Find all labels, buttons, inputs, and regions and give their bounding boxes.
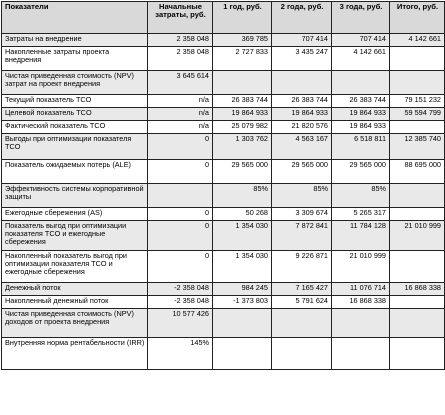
tco-table-container (1, 1, 444, 370)
value-cell: 5 791 624 (272, 296, 332, 309)
value-cell: 1 303 762 (213, 134, 272, 160)
value-cell (213, 309, 272, 338)
table-row (2, 309, 445, 338)
row-label: Фактический показатель TCO (2, 121, 148, 134)
value-cell (390, 338, 445, 370)
value-cell: 5 265 317 (332, 208, 390, 221)
value-cell: 3 435 247 (272, 47, 332, 71)
value-cell (148, 184, 213, 208)
value-cell: 21 010 999 (390, 221, 445, 251)
value-cell: 26 383 744 (272, 95, 332, 108)
value-cell: n/a (148, 121, 213, 134)
table-row (2, 47, 445, 71)
row-label: Внутренняя норма рентабельности (IRR) (2, 338, 148, 370)
value-cell: 88 695 000 (390, 160, 445, 184)
value-cell: 0 (148, 160, 213, 184)
table-row (2, 338, 445, 370)
table-body (2, 34, 445, 370)
value-cell: -2 358 048 (148, 296, 213, 309)
value-cell: 6 518 811 (332, 134, 390, 160)
value-cell (390, 47, 445, 71)
table-row (2, 208, 445, 221)
value-cell (390, 184, 445, 208)
row-label: Накопленный показатель выгод при оптимизации показателя TCO и ежегодные сбережения (2, 251, 148, 283)
value-cell: 145% (148, 338, 213, 370)
row-label: Эффективность системы корпоративной защиты (2, 184, 148, 208)
table-row (2, 121, 445, 134)
value-cell (390, 208, 445, 221)
row-label: Затраты на внедрение (2, 34, 148, 47)
value-cell: 0 (148, 221, 213, 251)
tco-table (1, 1, 445, 370)
header-row (2, 2, 445, 34)
table-row (2, 95, 445, 108)
value-cell: 29 565 000 (213, 160, 272, 184)
value-cell (390, 71, 445, 95)
value-cell: 4 142 661 (390, 34, 445, 47)
value-cell (332, 338, 390, 370)
value-cell: 85% (332, 184, 390, 208)
value-cell (390, 309, 445, 338)
value-cell: 16 868 338 (332, 296, 390, 309)
table-row (2, 71, 445, 95)
value-cell: 19 864 933 (332, 121, 390, 134)
table-row (2, 108, 445, 121)
value-cell: 707 414 (332, 34, 390, 47)
value-cell: 12 385 740 (390, 134, 445, 160)
value-cell: 7 165 427 (272, 283, 332, 296)
value-cell: 1 354 030 (213, 221, 272, 251)
table-row (2, 160, 445, 184)
value-cell: 1 354 030 (213, 251, 272, 283)
value-cell: 4 142 661 (332, 47, 390, 71)
value-cell: 3 309 674 (272, 208, 332, 221)
value-cell: 79 151 232 (390, 95, 445, 108)
header-indicators: Показатели (2, 2, 148, 34)
header-initial-costs: Начальные затраты, руб. (148, 2, 213, 34)
value-cell: 9 226 871 (272, 251, 332, 283)
table-row (2, 251, 445, 283)
value-cell: 3 645 614 (148, 71, 213, 95)
table-row (2, 221, 445, 251)
row-label: Накопленные затраты проекта внедрения (2, 47, 148, 71)
value-cell (390, 251, 445, 283)
value-cell: 2 358 048 (148, 47, 213, 71)
table-row (2, 296, 445, 309)
table-row (2, 283, 445, 296)
value-cell: 984 245 (213, 283, 272, 296)
table-row (2, 134, 445, 160)
value-cell (390, 121, 445, 134)
value-cell: 19 864 933 (213, 108, 272, 121)
value-cell: 85% (213, 184, 272, 208)
header-year-3: 3 года, руб. (332, 2, 390, 34)
value-cell: 26 383 744 (332, 95, 390, 108)
value-cell: 707 414 (272, 34, 332, 47)
value-cell: 11 784 128 (332, 221, 390, 251)
value-cell: 0 (148, 251, 213, 283)
value-cell (213, 71, 272, 95)
row-label: Показатель выгод при оптимизации показателя TCO и ежегодные сбережения (2, 221, 148, 251)
row-label: Денежный поток (2, 283, 148, 296)
header-year-1: 1 год, руб. (213, 2, 272, 34)
row-label: Чистая приведенная стоимость (NPV) доходов от проекта внедрения (2, 309, 148, 338)
value-cell (213, 338, 272, 370)
row-label: Выгоды при оптимизации показателя TCO (2, 134, 148, 160)
value-cell: -2 358 048 (148, 283, 213, 296)
value-cell (272, 309, 332, 338)
value-cell: 2 358 048 (148, 34, 213, 47)
value-cell: 16 868 338 (390, 283, 445, 296)
value-cell (332, 309, 390, 338)
value-cell: 10 577 426 (148, 309, 213, 338)
value-cell: 26 383 744 (213, 95, 272, 108)
table-row (2, 184, 445, 208)
value-cell: 29 565 000 (332, 160, 390, 184)
value-cell: 25 079 982 (213, 121, 272, 134)
value-cell: 4 563 167 (272, 134, 332, 160)
value-cell: 19 864 933 (272, 108, 332, 121)
table-row (2, 34, 445, 47)
value-cell: 7 872 841 (272, 221, 332, 251)
value-cell: 19 864 933 (332, 108, 390, 121)
row-label: Показатель ожидаемых потерь (ALE) (2, 160, 148, 184)
value-cell (390, 296, 445, 309)
value-cell: 0 (148, 134, 213, 160)
value-cell: 21 820 576 (272, 121, 332, 134)
value-cell: 11 076 714 (332, 283, 390, 296)
value-cell: 21 010 999 (332, 251, 390, 283)
value-cell: 29 565 000 (272, 160, 332, 184)
value-cell: 59 594 799 (390, 108, 445, 121)
row-label: Ежегодные сбережения (AS) (2, 208, 148, 221)
value-cell: 369 785 (213, 34, 272, 47)
value-cell (332, 71, 390, 95)
header-total: Итого, руб. (390, 2, 445, 34)
value-cell (272, 71, 332, 95)
value-cell: -1 373 803 (213, 296, 272, 309)
value-cell: 2 727 833 (213, 47, 272, 71)
row-label: Накопленный денежный поток (2, 296, 148, 309)
value-cell: 50 268 (213, 208, 272, 221)
row-label: Чистая приведенная стоимость (NPV) затрат на проект внедрения (2, 71, 148, 95)
value-cell: n/a (148, 108, 213, 121)
value-cell: 0 (148, 208, 213, 221)
value-cell: 85% (272, 184, 332, 208)
header-year-2: 2 года, руб. (272, 2, 332, 34)
row-label: Целевой показатель TCO (2, 108, 148, 121)
value-cell: n/a (148, 95, 213, 108)
row-label: Текущий показатель TCO (2, 95, 148, 108)
value-cell (272, 338, 332, 370)
